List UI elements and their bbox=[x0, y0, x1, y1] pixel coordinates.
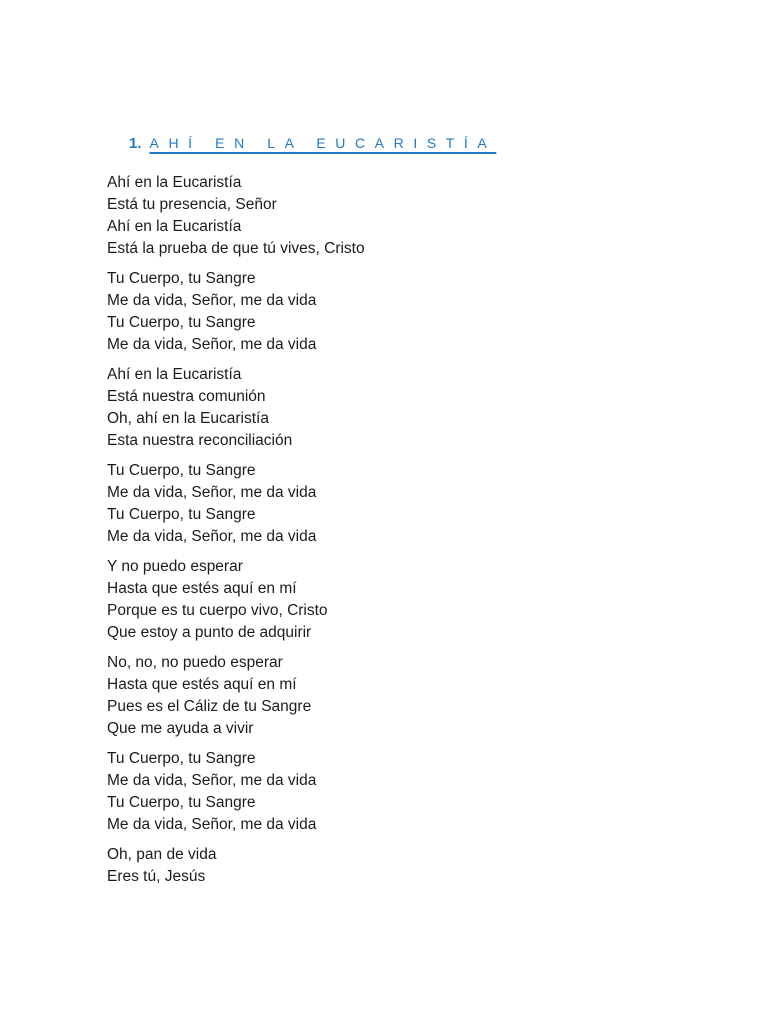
lyric-line: Esta nuestra reconciliación bbox=[107, 432, 293, 449]
stanza bbox=[107, 268, 667, 356]
lyric-line: Que me ayuda a vivir bbox=[107, 720, 254, 737]
lyric-line: Hasta que estés aquí en mí bbox=[107, 580, 297, 597]
lyric-line: Pues es el Cáliz de tu Sangre bbox=[107, 698, 312, 715]
lyric-line: Eres tú, Jesús bbox=[107, 868, 206, 885]
lyric-line: Tu Cuerpo, tu Sangre bbox=[107, 314, 256, 331]
lyric-line: Oh, pan de vida bbox=[107, 846, 217, 863]
song-number: 1. bbox=[129, 135, 142, 152]
lyric-line: Tu Cuerpo, tu Sangre bbox=[107, 794, 256, 811]
lyric-line: Tu Cuerpo, tu Sangre bbox=[107, 270, 256, 287]
lyric-line: Porque es tu cuerpo vivo, Cristo bbox=[107, 602, 328, 619]
lyric-line: Que estoy a punto de adquirir bbox=[107, 624, 312, 641]
lyric-line: Está tu presencia, Señor bbox=[107, 196, 277, 213]
stanza bbox=[107, 748, 667, 836]
lyric-line: Tu Cuerpo, tu Sangre bbox=[107, 462, 256, 479]
lyric-line: Me da vida, Señor, me da vida bbox=[107, 528, 317, 545]
lyrics-body bbox=[107, 172, 667, 896]
stanza bbox=[107, 652, 667, 740]
lyric-line: Está nuestra comunión bbox=[107, 388, 266, 405]
lyric-line: Ahí en la Eucaristía bbox=[107, 218, 242, 235]
lyric-line: Ahí en la Eucaristía bbox=[107, 174, 242, 191]
lyric-line: Tu Cuerpo, tu Sangre bbox=[107, 750, 256, 767]
lyric-line: Ahí en la Eucaristía bbox=[107, 366, 242, 383]
lyric-line: Me da vida, Señor, me da vida bbox=[107, 816, 317, 833]
lyric-line: Me da vida, Señor, me da vida bbox=[107, 336, 317, 353]
lyric-line: Me da vida, Señor, me da vida bbox=[107, 292, 317, 309]
stanza bbox=[107, 556, 667, 644]
stanza bbox=[107, 844, 667, 888]
stanza bbox=[107, 460, 667, 548]
lyric-line: Me da vida, Señor, me da vida bbox=[107, 484, 317, 501]
lyric-line: Tu Cuerpo, tu Sangre bbox=[107, 506, 256, 523]
song-title: AHÍ EN LA EUCARISTÍA bbox=[149, 135, 497, 151]
stanza bbox=[107, 364, 667, 452]
song-heading bbox=[129, 135, 496, 157]
lyric-line: Hasta que estés aquí en mí bbox=[107, 676, 297, 693]
lyric-line: Está la prueba de que tú vives, Cristo bbox=[107, 240, 365, 257]
lyric-line: Oh, ahí en la Eucaristía bbox=[107, 410, 269, 427]
stanza bbox=[107, 172, 667, 260]
lyric-line: No, no, no puedo esperar bbox=[107, 654, 283, 671]
lyric-line: Me da vida, Señor, me da vida bbox=[107, 772, 317, 789]
lyric-line: Y no puedo esperar bbox=[107, 558, 243, 575]
